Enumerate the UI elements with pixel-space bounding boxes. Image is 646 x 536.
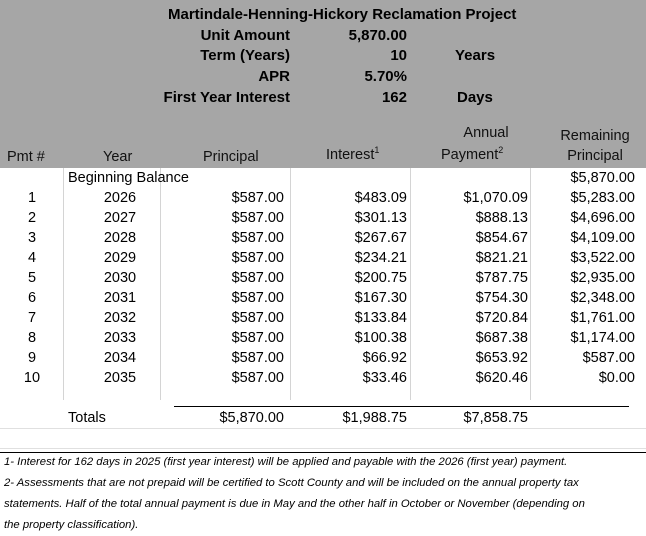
- table-row: [0, 188, 646, 208]
- table-row: [0, 368, 646, 388]
- totals-underline: [174, 406, 629, 407]
- year-cell: 2029: [103, 250, 137, 266]
- grid-line: [0, 448, 646, 449]
- pmt-number-cell: 3: [27, 230, 37, 246]
- year-cell: 2031: [103, 290, 137, 306]
- table-row: [0, 348, 646, 368]
- first-year-interest-label: First Year Interest: [163, 89, 290, 106]
- interest-cell: $483.09: [354, 190, 407, 206]
- col-header-annual-line2: [441, 145, 504, 163]
- col-header-interest-text: Interest: [326, 147, 375, 163]
- apr-label: APR: [258, 68, 290, 85]
- principal-cell: $587.00: [231, 190, 284, 206]
- beginning-balance-label: Beginning Balance: [68, 170, 189, 186]
- interest-cell: $133.84: [354, 310, 407, 326]
- year-cell: 2033: [103, 330, 137, 346]
- pmt-number-cell: 9: [27, 350, 37, 366]
- year-cell: 2027: [103, 210, 137, 226]
- footnote-2-line3: the property classification).: [4, 519, 139, 531]
- table-row: [0, 328, 646, 348]
- totals-payment: $7,858.75: [463, 410, 528, 426]
- interest-cell: $33.46: [362, 370, 407, 386]
- table-row: [0, 268, 646, 288]
- remaining-principal-cell: $4,696.00: [570, 210, 635, 226]
- unit-amount-label: Unit Amount: [200, 27, 290, 44]
- col-header-remaining-line1: Remaining: [560, 128, 630, 144]
- col-header-interest: [326, 145, 380, 163]
- annual-payment-cell: $754.30: [475, 290, 528, 306]
- remaining-principal-cell: $587.00: [582, 350, 635, 366]
- col-header-year: Year: [103, 149, 133, 165]
- table-row: [0, 288, 646, 308]
- remaining-principal-cell: $0.00: [598, 370, 635, 386]
- annual-payment-cell: $720.84: [475, 310, 528, 326]
- interest-cell: $167.30: [354, 290, 407, 306]
- first-year-interest-value: 162: [381, 89, 407, 106]
- year-cell: 2034: [103, 350, 137, 366]
- term-label: Term (Years): [200, 47, 290, 64]
- beginning-balance-row: [0, 168, 646, 188]
- interest-cell: $267.67: [354, 230, 407, 246]
- remaining-principal-cell: $2,935.00: [570, 270, 635, 286]
- pmt-number-cell: 4: [27, 250, 37, 266]
- pmt-number-cell: 7: [27, 310, 37, 326]
- principal-cell: $587.00: [231, 330, 284, 346]
- annual-payment-cell: $653.92: [475, 350, 528, 366]
- principal-cell: $587.00: [231, 370, 284, 386]
- principal-cell: $587.00: [231, 310, 284, 326]
- interest-cell: $66.92: [362, 350, 407, 366]
- col-header-principal: Principal: [203, 149, 259, 165]
- beginning-balance-remaining: $5,870.00: [570, 170, 635, 186]
- totals-interest: $1,988.75: [342, 410, 407, 426]
- totals-row: [0, 408, 646, 428]
- year-cell: 2035: [103, 370, 137, 386]
- table-row: [0, 248, 646, 268]
- col-header-pmt: Pmt #: [7, 149, 45, 165]
- annual-payment-cell: $888.13: [475, 210, 528, 226]
- project-title: Martindale-Henning-Hickory Reclamation Project: [168, 6, 517, 23]
- table-row: [0, 228, 646, 248]
- table-row: [0, 308, 646, 328]
- col-header-remaining-line2: Principal: [567, 148, 623, 164]
- year-cell: 2026: [103, 190, 137, 206]
- annual-payment-cell: $1,070.09: [463, 190, 528, 206]
- pmt-number-cell: 10: [23, 370, 41, 386]
- footnote-ref-1: 1: [374, 145, 380, 156]
- table-row: [0, 208, 646, 228]
- remaining-principal-cell: $3,522.00: [570, 250, 635, 266]
- pmt-number-cell: 8: [27, 330, 37, 346]
- remaining-principal-cell: $5,283.00: [570, 190, 635, 206]
- annual-payment-cell: $854.67: [475, 230, 528, 246]
- annual-payment-cell: $787.75: [475, 270, 528, 286]
- grid-line: [0, 428, 646, 429]
- footnote-2-line1: 2- Assessments that are not prepaid will be certified to Scott County and will be included on the annual property tax: [4, 477, 579, 489]
- pmt-number-cell: 1: [27, 190, 37, 206]
- remaining-principal-cell: $1,761.00: [570, 310, 635, 326]
- pmt-number-cell: 2: [27, 210, 37, 226]
- header-block: [0, 0, 646, 168]
- interest-cell: $234.21: [354, 250, 407, 266]
- col-header-annual-line1: Annual: [463, 125, 509, 141]
- totals-principal: $5,870.00: [219, 410, 284, 426]
- principal-cell: $587.00: [231, 250, 284, 266]
- interest-cell: $200.75: [354, 270, 407, 286]
- year-cell: 2028: [103, 230, 137, 246]
- footnote-1: 1- Interest for 162 days in 2025 (first year interest) will be applied and payable with the 2026 (first year) payment.: [4, 456, 568, 468]
- annual-payment-cell: $687.38: [475, 330, 528, 346]
- remaining-principal-cell: $4,109.00: [570, 230, 635, 246]
- remaining-principal-cell: $2,348.00: [570, 290, 635, 306]
- principal-cell: $587.00: [231, 210, 284, 226]
- annual-payment-cell: $821.21: [475, 250, 528, 266]
- pmt-number-cell: 6: [27, 290, 37, 306]
- unit-amount-value: 5,870.00: [348, 27, 407, 44]
- totals-label: Totals: [68, 410, 106, 426]
- annual-payment-cell: $620.46: [475, 370, 528, 386]
- footnote-2-line2: statements. Half of the total annual payment is due in May and the other half in October or November (depending on: [4, 498, 585, 510]
- remaining-principal-cell: $1,174.00: [570, 330, 635, 346]
- footnote-ref-2: 2: [498, 145, 504, 156]
- principal-cell: $587.00: [231, 350, 284, 366]
- first-year-interest-unit: Days: [457, 89, 493, 106]
- pmt-number-cell: 5: [27, 270, 37, 286]
- term-value: 10: [390, 47, 407, 64]
- interest-cell: $100.38: [354, 330, 407, 346]
- principal-cell: $587.00: [231, 230, 284, 246]
- principal-cell: $587.00: [231, 270, 284, 286]
- principal-cell: $587.00: [231, 290, 284, 306]
- year-cell: 2030: [103, 270, 137, 286]
- year-cell: 2032: [103, 310, 137, 326]
- col-header-annual-text: Payment: [441, 147, 499, 163]
- interest-cell: $301.13: [354, 210, 407, 226]
- term-unit: Years: [455, 47, 496, 64]
- apr-value: 5.70%: [364, 68, 407, 85]
